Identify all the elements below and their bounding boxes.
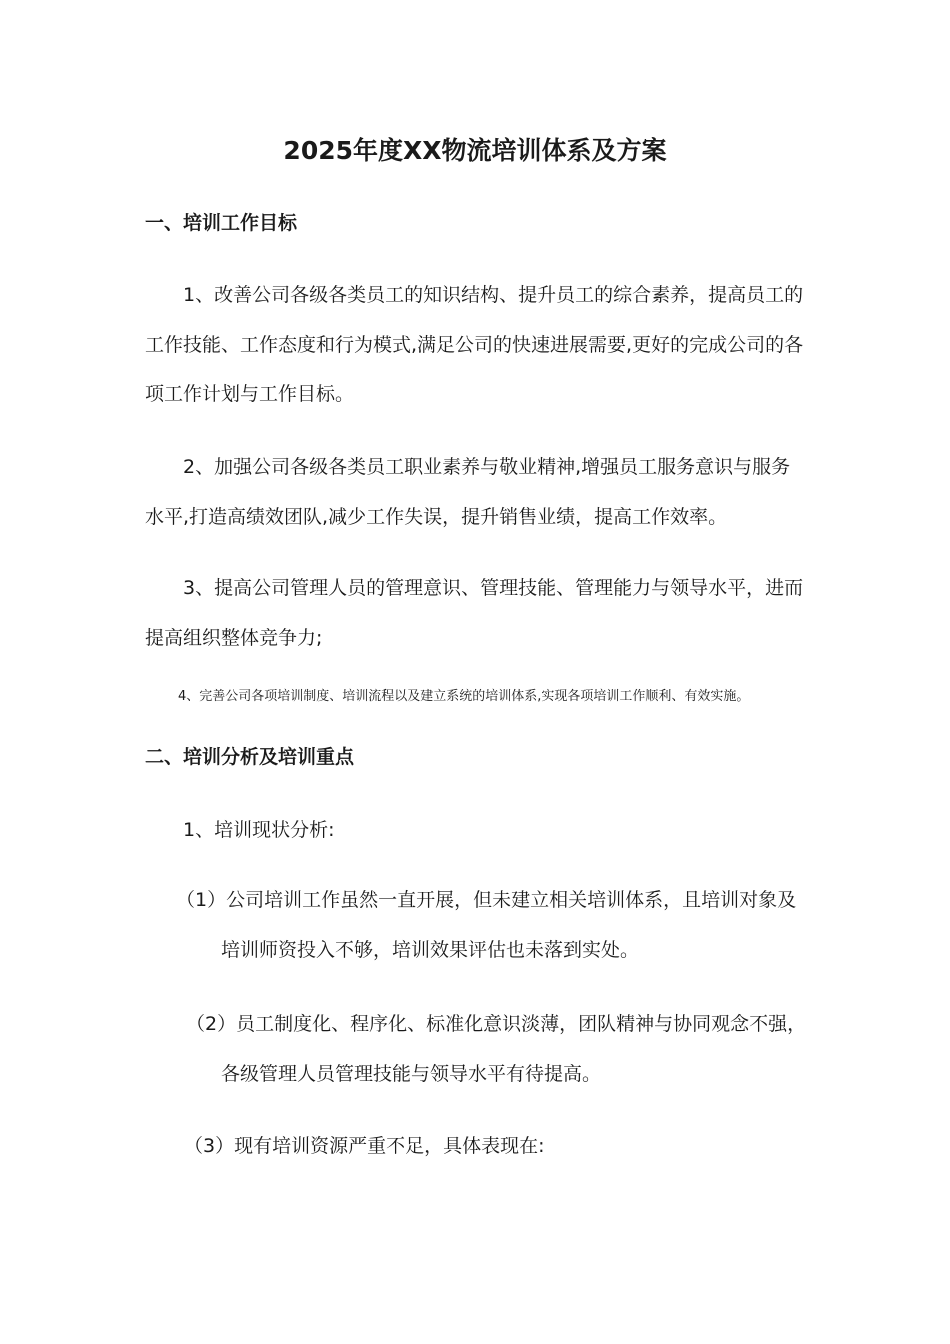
analysis-point-2-line-1: （2）员工制度化、程序化、标准化意识淡薄，团队精神与协同观念不强， <box>186 1013 807 1035</box>
section-heading-goals: 一、培训工作目标 <box>145 212 298 234</box>
goal-item-2-line-2: 水平,打造高绩效团队,减少工作失误，提升销售业绩，提高工作效率。 <box>145 506 728 528</box>
goal-item-1-line-2: 工作技能、工作态度和行为模式,满足公司的快速进展需要,更好的完成公司的各 <box>145 334 804 356</box>
goal-item-3-line-2: 提高组织整体竞争力; <box>145 627 323 649</box>
goal-item-2-line-1: 2、加强公司各级各类员工职业素养与敬业精神,增强员工服务意识与服务 <box>183 456 791 478</box>
goal-item-4: 4、完善公司各项培训制度、培训流程以及建立系统的培训体系,实现各项培训工作顺利、有效实施。 <box>178 689 750 704</box>
analysis-point-2-line-2: 各级管理人员管理技能与领导水平有待提高。 <box>221 1063 602 1085</box>
goal-item-3-line-1: 3、提高公司管理人员的管理意识、管理技能、管理能力与领导水平，进而 <box>183 577 804 599</box>
analysis-point-1-line-1: （1）公司培训工作虽然一直开展，但未建立相关培训体系，且培训对象及 <box>176 889 797 911</box>
analysis-point-1-line-2: 培训师资投入不够，培训效果评估也未落到实处。 <box>221 939 640 961</box>
analysis-point-3: （3）现有培训资源严重不足，具体表现在: <box>184 1135 545 1157</box>
section-heading-analysis: 二、培训分析及培训重点 <box>145 746 355 768</box>
analysis-subheading-1: 1、培训现状分析: <box>183 819 335 841</box>
goal-item-1-line-3: 项工作计划与工作目标。 <box>145 383 355 405</box>
document-title: 2025年度XX物流培训体系及方案 <box>283 136 667 165</box>
goal-item-1-line-1: 1、改善公司各级各类员工的知识结构、提升员工的综合素养，提高员工的 <box>183 284 804 306</box>
